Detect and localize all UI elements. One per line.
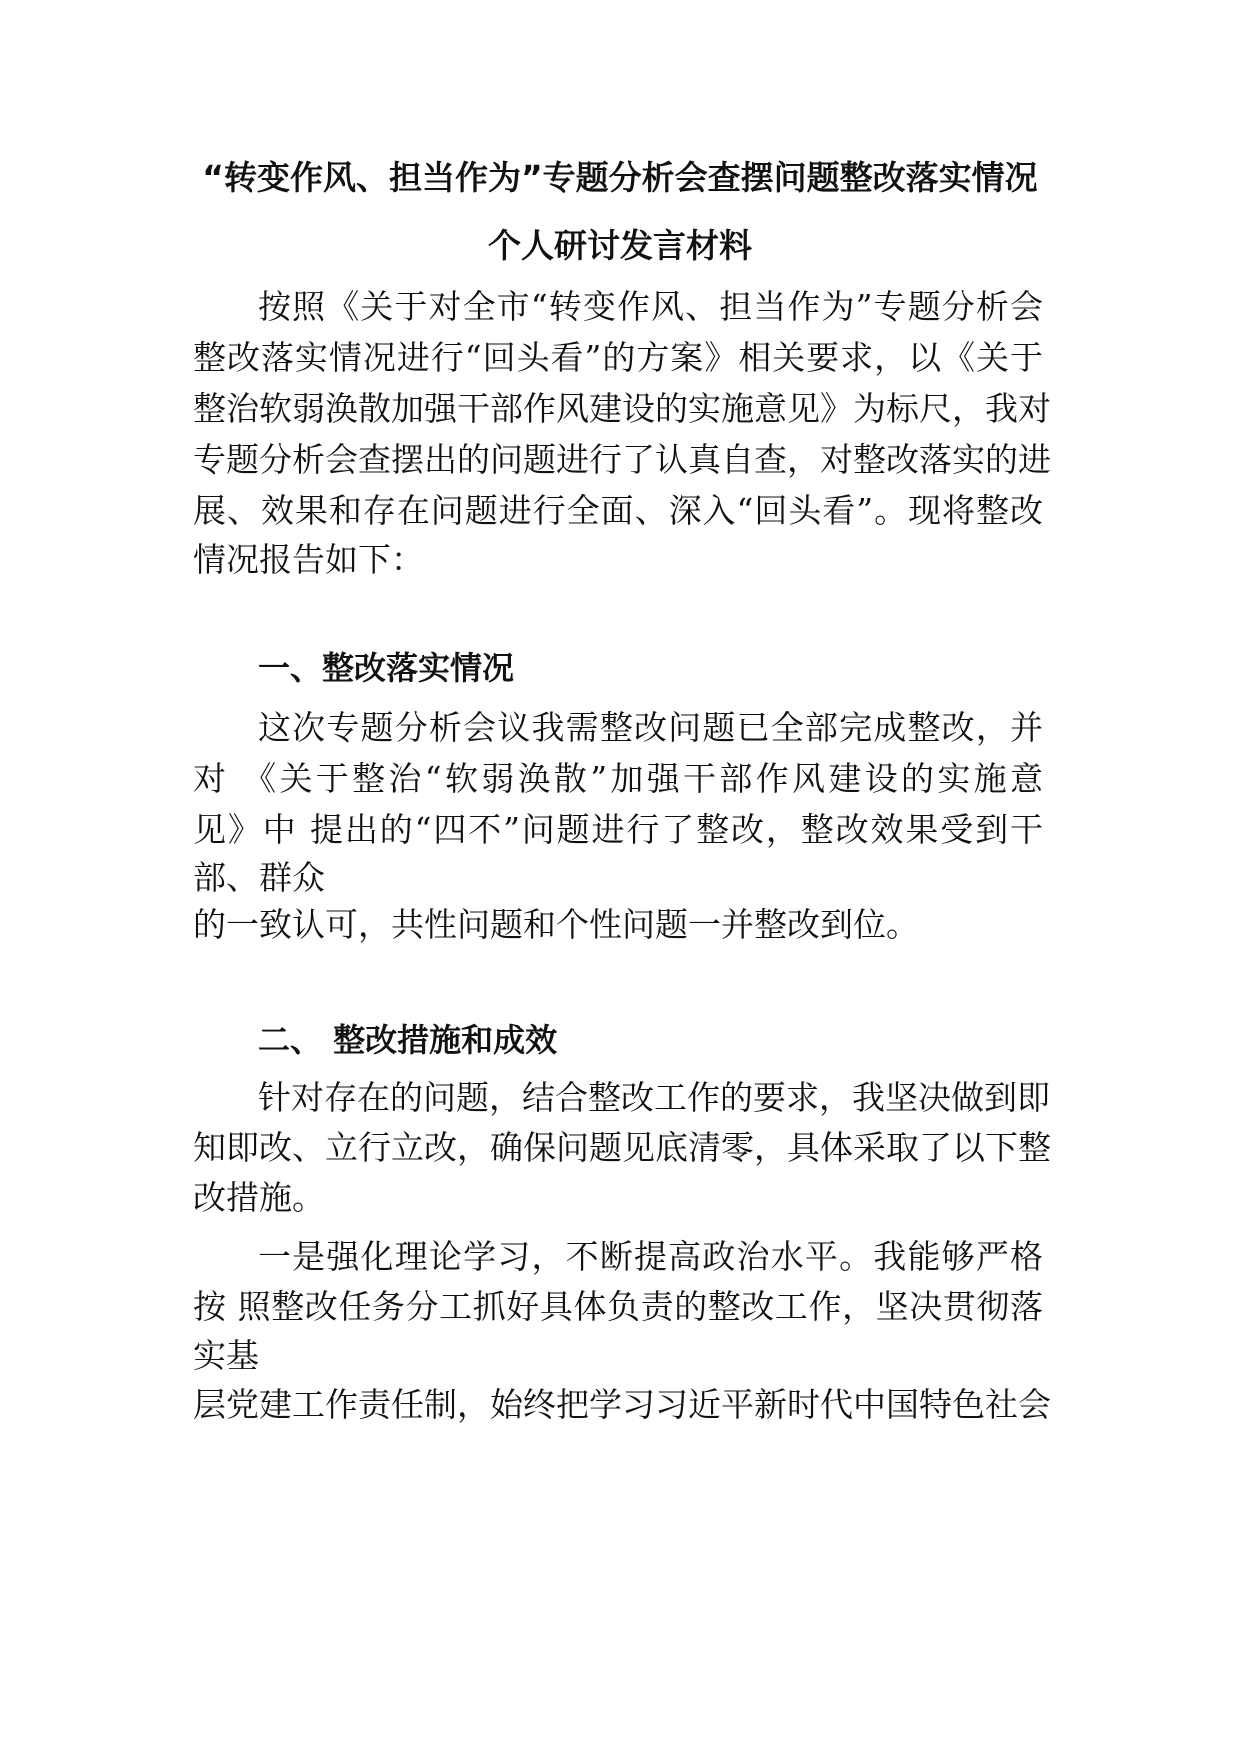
section-1-line-3: 见》中 提出的“四不”问题进行了整改，整改效果受到干	[193, 810, 1043, 849]
intro-line-5: 展、效果和存在问题进行全面、深入“回头看”。现将整改	[193, 491, 1043, 530]
section-2-heading: 二、 整改措施和成效	[258, 1021, 558, 1059]
point-1-line-2: 按 照整改任务分工抓好具体负责的整改工作，坚决贯彻落	[193, 1287, 1043, 1326]
section-2-line-2: 知即改、立行立改，确保问题见底清零，具体采取了以下整	[193, 1128, 1051, 1167]
section-1-line-2: 对 《关于整治“软弱涣散”加强干部作风建设的实施意	[193, 759, 1043, 798]
point-1-line-1: 一是强化理论学习，不断提高政治水平。我能够严格	[258, 1237, 1043, 1276]
document-title-line-1: “转变作风、担当作为”专题分析会查摆问题整改落实情况	[202, 158, 1038, 197]
point-1-line-4: 层党建工作责任制，始终把学习习近平新时代中国特色社会	[193, 1385, 1051, 1424]
section-1-line-4: 部、群众	[193, 858, 325, 897]
document-title-line-2: 个人研讨发言材料	[488, 226, 752, 265]
intro-line-4: 专题分析会查摆出的问题进行了认真自查，对整改落实的进	[193, 440, 1051, 479]
intro-line-1: 按照《关于对全市“转变作风、担当作为”专题分析会	[258, 287, 1043, 326]
section-1-heading: 一、整改落实情况	[258, 649, 515, 687]
section-2-line-3: 改措施。	[193, 1178, 325, 1217]
section-1-line-5: 的一致认可，共性问题和个性问题一并整改到位。	[193, 905, 919, 944]
intro-line-2: 整改落实情况进行“回头看”的方案》相关要求，以《关于	[193, 338, 1043, 377]
intro-line-6: 情况报告如下：	[193, 540, 424, 579]
point-1-line-3: 实基	[193, 1336, 259, 1375]
intro-line-3: 整治软弱涣散加强干部作风建设的实施意见》为标尺，我对	[193, 389, 1051, 428]
section-2-line-1: 针对存在的问题，结合整改工作的要求，我坚决做到即	[258, 1078, 1050, 1117]
section-1-line-1: 这次专题分析会议我需整改问题已全部完成整改，并	[258, 708, 1043, 747]
